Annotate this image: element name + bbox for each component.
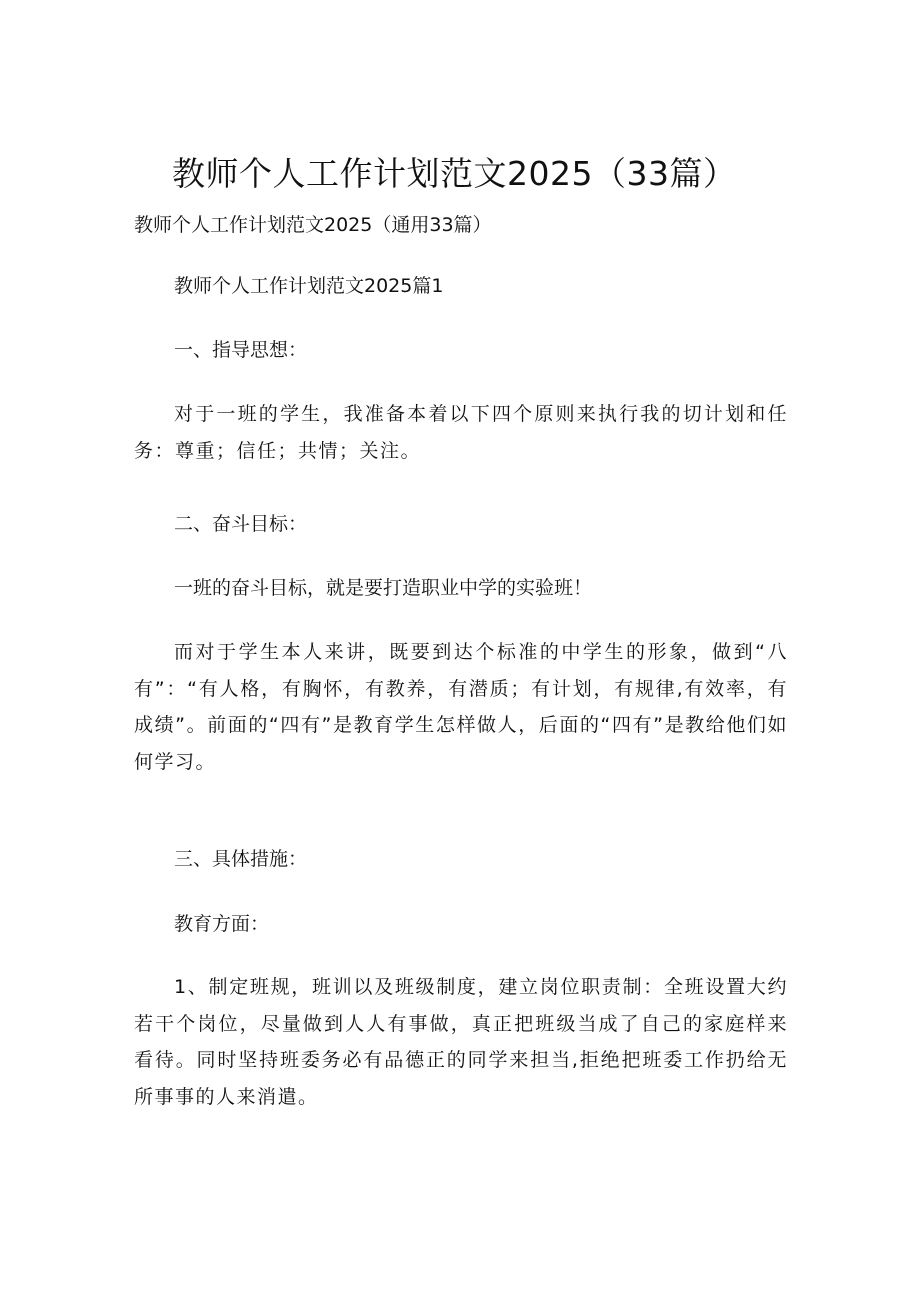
heading-measures: 三、具体措施：	[174, 848, 308, 870]
document-subtitle: 教师个人工作计划范文2025（通用33篇）	[134, 214, 492, 236]
document-title: 教师个人工作计划范文2025（33篇）	[172, 154, 737, 193]
section-heading: 教师个人工作计划范文2025篇1	[174, 275, 444, 297]
paragraph-principles: 对于一班的学生，我准备本着以下四个原则来执行我的切计划和任务：尊重；信任；共情；关注。	[134, 403, 788, 462]
heading-education: 教育方面：	[174, 913, 270, 935]
paragraph-eight-haves: 而对于学生本人来讲，既要到达个标准的中学生的形象，做到“八有”：“有人格，有胸怀，有教养，有潜质；有计划，有规律,有效率，有成绩”。前面的“四有”是教育学生怎样做人，后面的“四有”是教给他们如何学习。	[134, 641, 788, 773]
paragraph-class-rules: 1、制定班规，班训以及班级制度，建立岗位职责制：全班设置大约若干个岗位，尽量做到人人有事做，真正把班级当成了自己的家庭样来看待。同时坚持班委务必有品德正的同学来担当,拒绝把班委工作扔给无所事事的人来消遣。	[134, 976, 788, 1108]
heading-goals: 二、奋斗目标：	[174, 513, 308, 535]
heading-guiding-thought: 一、指导思想：	[174, 339, 308, 361]
paragraph-class-goal: 一班的奋斗目标，就是要打造职业中学的实验班！	[174, 577, 593, 599]
